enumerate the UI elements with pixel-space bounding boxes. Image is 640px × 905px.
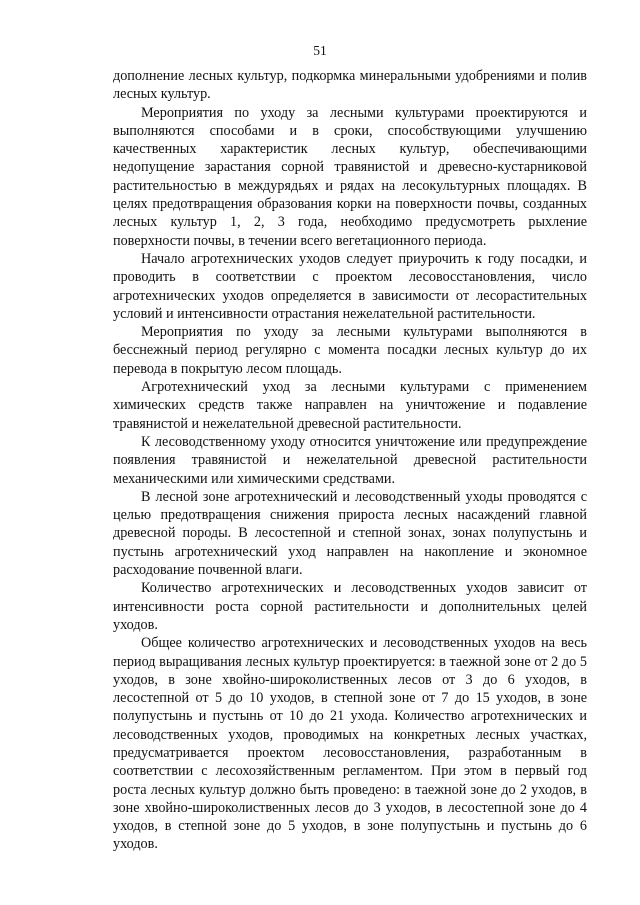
paragraph: Количество агротехнических и лесоводственных уходов зависит от интенсивности роста сорной растительности и дополнительных целей уходов. [113,580,587,633]
document-body [113,67,587,854]
paragraph: Мероприятия по уходу за лесными культурами выполняются в бесснежный период регулярно с момента посадки лесных культур до их перевода в покрытую лесом площадь. [113,324,587,377]
paragraph: Начало агротехнических уходов следует приурочить к году посадки, и проводить в соответствии с проектом лесовосстановления, число агротехнических уходов определяется в зависимости от лесорастительных условий и интенсивности отрастания нежелательной растительности. [113,250,587,322]
paragraph: К лесоводственному уходу относится уничтожение или предупреждение появления травянистой и нежелательной древесной растительности механическими или химическими средствами. [113,433,587,487]
paragraph-continuation: дополнение лесных культур, подкормка минеральными удобрениями и полив лесных культур. [113,68,587,103]
paragraph: В лесной зоне агротехнический и лесоводственный уходы проводятся с целью предотвращения снижения прироста лесных насаждений главной древесной породы. В лесостепной и степной зонах, зонах полупустынь и пустынь агротехнический уход направлен на накопление и экономное расходование почвенной влаги. [113,488,587,579]
paragraph: Общее количество агротехнических и лесоводственных уходов на весь период выращивания лесных культур проектируется: в таежной зоне от 2 до 5 уходов, в зоне хвойно-широколиственных лесов от 3 до 6 уходов, в лесостепной от 5 до 10 уходов, в степной зоне от 7 до 15 уходов, в зоне полупустынь и пустынь от 10 до 21 ухода. Количество агротехнических и лесоводственных уходов, проводимых на конкретных лесных участках, предусматривается проектом лесовосстановления, разработанным в соответствии с лесохозяйственным регламентом. При этом в первый год роста лесных культур должно быть проведено: в таежной зоне до 2 уходов, в зоне хвойно-широколиственных лесов до 3 уходов, в лесостепной зоне до 4 уходов, в степной зоне до 5 уходов, в зоне полупустынь и пустынь до 6 уходов. [113,635,587,853]
paragraph: Мероприятия по уходу за лесными культурами проектируются и выполняются способами и в сроки, способствующими улучшению качественных характеристик лесных культур, обеспечивающими недопущение зарастания сорной травянистой и древесно-кустарниковой растительностью в междурядьях и рядах на лесокультурных площадях. В целях предотвращения образования корки на поверхности почвы, созданных лесных культур 1, 2, 3 года, необходимо предусмотреть рыхление поверхности почвы, в течении всего вегетационного периода. [113,104,587,249]
paragraph: Агротехнический уход за лесными культурами с применением химических средств также направлен на уничтожение и подавление травянистой и нежелательной древесной растительности. [113,379,587,432]
page-number: 51 [313,43,327,58]
